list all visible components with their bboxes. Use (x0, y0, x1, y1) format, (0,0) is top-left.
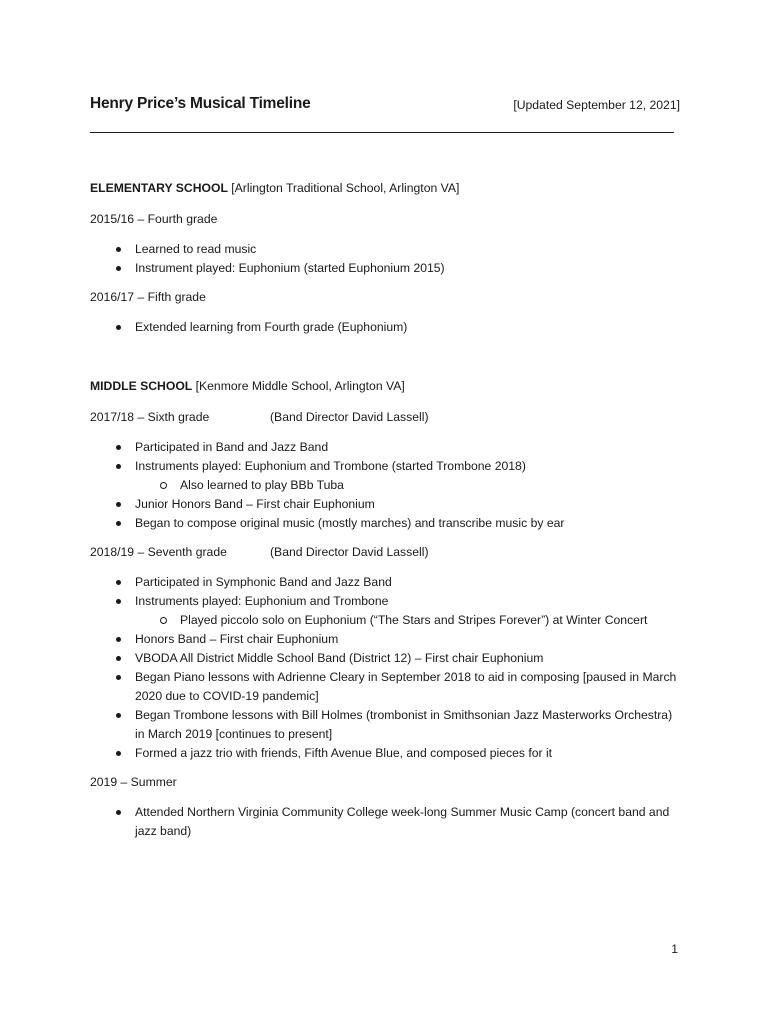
sub-bullet-list (135, 611, 680, 630)
bullet-dot-icon (116, 599, 121, 604)
list-item (90, 318, 680, 337)
sub-list-item-text: Also learned to play BBb Tuba (180, 478, 344, 492)
bullet-dot-icon (116, 266, 121, 271)
band-director: (Band Director David Lassell) (270, 410, 429, 424)
updated-date: [Updated September 12, 2021] (513, 98, 680, 112)
bullet-dot-icon (116, 713, 121, 718)
timeline-sections (90, 179, 680, 841)
list-item (90, 495, 680, 514)
bullet-list (90, 803, 680, 841)
bullet-dot-icon (116, 580, 121, 585)
list-item (90, 630, 680, 649)
period-heading (90, 210, 680, 229)
bullet-dot-icon (116, 464, 121, 469)
bullet-list (90, 573, 680, 763)
list-item (90, 803, 680, 841)
list-item (90, 592, 680, 630)
list-item (90, 706, 680, 744)
list-item (90, 573, 680, 592)
bullet-dot-icon (116, 247, 121, 252)
list-item-text: Participated in Band and Jazz Band (135, 440, 329, 454)
bullet-dot-icon (116, 656, 121, 661)
list-item-text: Began to compose original music (mostly marches) and transcribe music by ear (135, 516, 565, 530)
bullet-list (90, 318, 680, 337)
list-item-text: Participated in Symphonic Band and Jazz Band (135, 575, 392, 589)
list-item-text: Learned to read music (135, 242, 257, 256)
list-item-text: Attended Northern Virginia Community College week-long Summer Music Camp (concert band and jazz band) (135, 805, 670, 838)
section-location: [Arlington Traditional School, Arlington VA] (227, 181, 460, 195)
document-page (90, 94, 680, 851)
bullet-dot-icon (116, 810, 121, 815)
list-item-text: Honors Band – First chair Euphonium (135, 632, 339, 646)
section-heading (90, 179, 680, 198)
section-heading-label: MIDDLE SCHOOL (90, 379, 193, 393)
period-heading (90, 408, 680, 427)
period-label: 2018/19 – Seventh grade (90, 545, 227, 559)
sub-list-item-text: Played piccolo solo on Euphonium (“The Stars and Stripes Forever”) at Winter Concert (180, 613, 648, 627)
sub-list-item (135, 476, 680, 495)
list-item-text: Formed a jazz trio with friends, Fifth Avenue Blue, and composed pieces for it (135, 746, 553, 760)
period-heading (90, 773, 680, 792)
period-heading (90, 543, 680, 562)
section-location: [Kenmore Middle School, Arlington VA] (192, 379, 405, 393)
bullet-dot-icon (116, 521, 121, 526)
title-row (90, 94, 680, 116)
period-label: 2017/18 – Sixth grade (90, 410, 210, 424)
section-heading (90, 377, 680, 396)
list-item (90, 514, 680, 533)
period-label: 2015/16 – Fourth grade (90, 212, 218, 226)
hollow-bullet-icon (160, 482, 167, 489)
bullet-dot-icon (116, 445, 121, 450)
list-item-text: Instruments played: Euphonium and Trombone (started Trombone 2018) (135, 459, 526, 473)
sub-list-item (135, 611, 680, 630)
period-heading (90, 288, 680, 307)
list-item (90, 240, 680, 259)
list-item (90, 649, 680, 668)
list-item-text: Began Trombone lessons with Bill Holmes (trombonist in Smithsonian Jazz Masterworks Orchestra) in March 2019 [continues to present] (135, 708, 673, 741)
bullet-dot-icon (116, 637, 121, 642)
document-title: Henry Price’s Musical Timeline (90, 95, 311, 112)
list-item-text: Instrument played: Euphonium (started Euphonium 2015) (135, 261, 445, 275)
list-item (90, 668, 680, 706)
page-number: 1 (671, 942, 678, 956)
list-item-text: Extended learning from Fourth grade (Euphonium) (135, 320, 408, 334)
period-label: 2016/17 – Fifth grade (90, 290, 206, 304)
list-item-text: Began Piano lessons with Adrienne Cleary in September 2018 to aid in composing [paused in March 2020 due to COVID-19 pandemic] (135, 670, 677, 703)
list-item (90, 457, 680, 495)
hollow-bullet-icon (160, 617, 167, 624)
list-item-text: Junior Honors Band – First chair Euphonium (135, 497, 375, 511)
list-item-text: Instruments played: Euphonium and Trombone (135, 594, 389, 608)
list-item (90, 259, 680, 278)
bullet-dot-icon (116, 325, 121, 330)
band-director: (Band Director David Lassell) (270, 545, 429, 559)
bullet-dot-icon (116, 675, 121, 680)
bullet-list (90, 438, 680, 533)
period-label: 2019 – Summer (90, 775, 177, 789)
list-item-text: VBODA All District Middle School Band (District 12) – First chair Euphonium (135, 651, 544, 665)
section-heading-label: ELEMENTARY SCHOOL (90, 181, 228, 195)
sub-bullet-list (135, 476, 680, 495)
bullet-list (90, 240, 680, 278)
bullet-dot-icon (116, 502, 121, 507)
list-item (90, 438, 680, 457)
bullet-dot-icon (116, 751, 121, 756)
horizontal-rule (90, 132, 674, 133)
list-item (90, 744, 680, 763)
